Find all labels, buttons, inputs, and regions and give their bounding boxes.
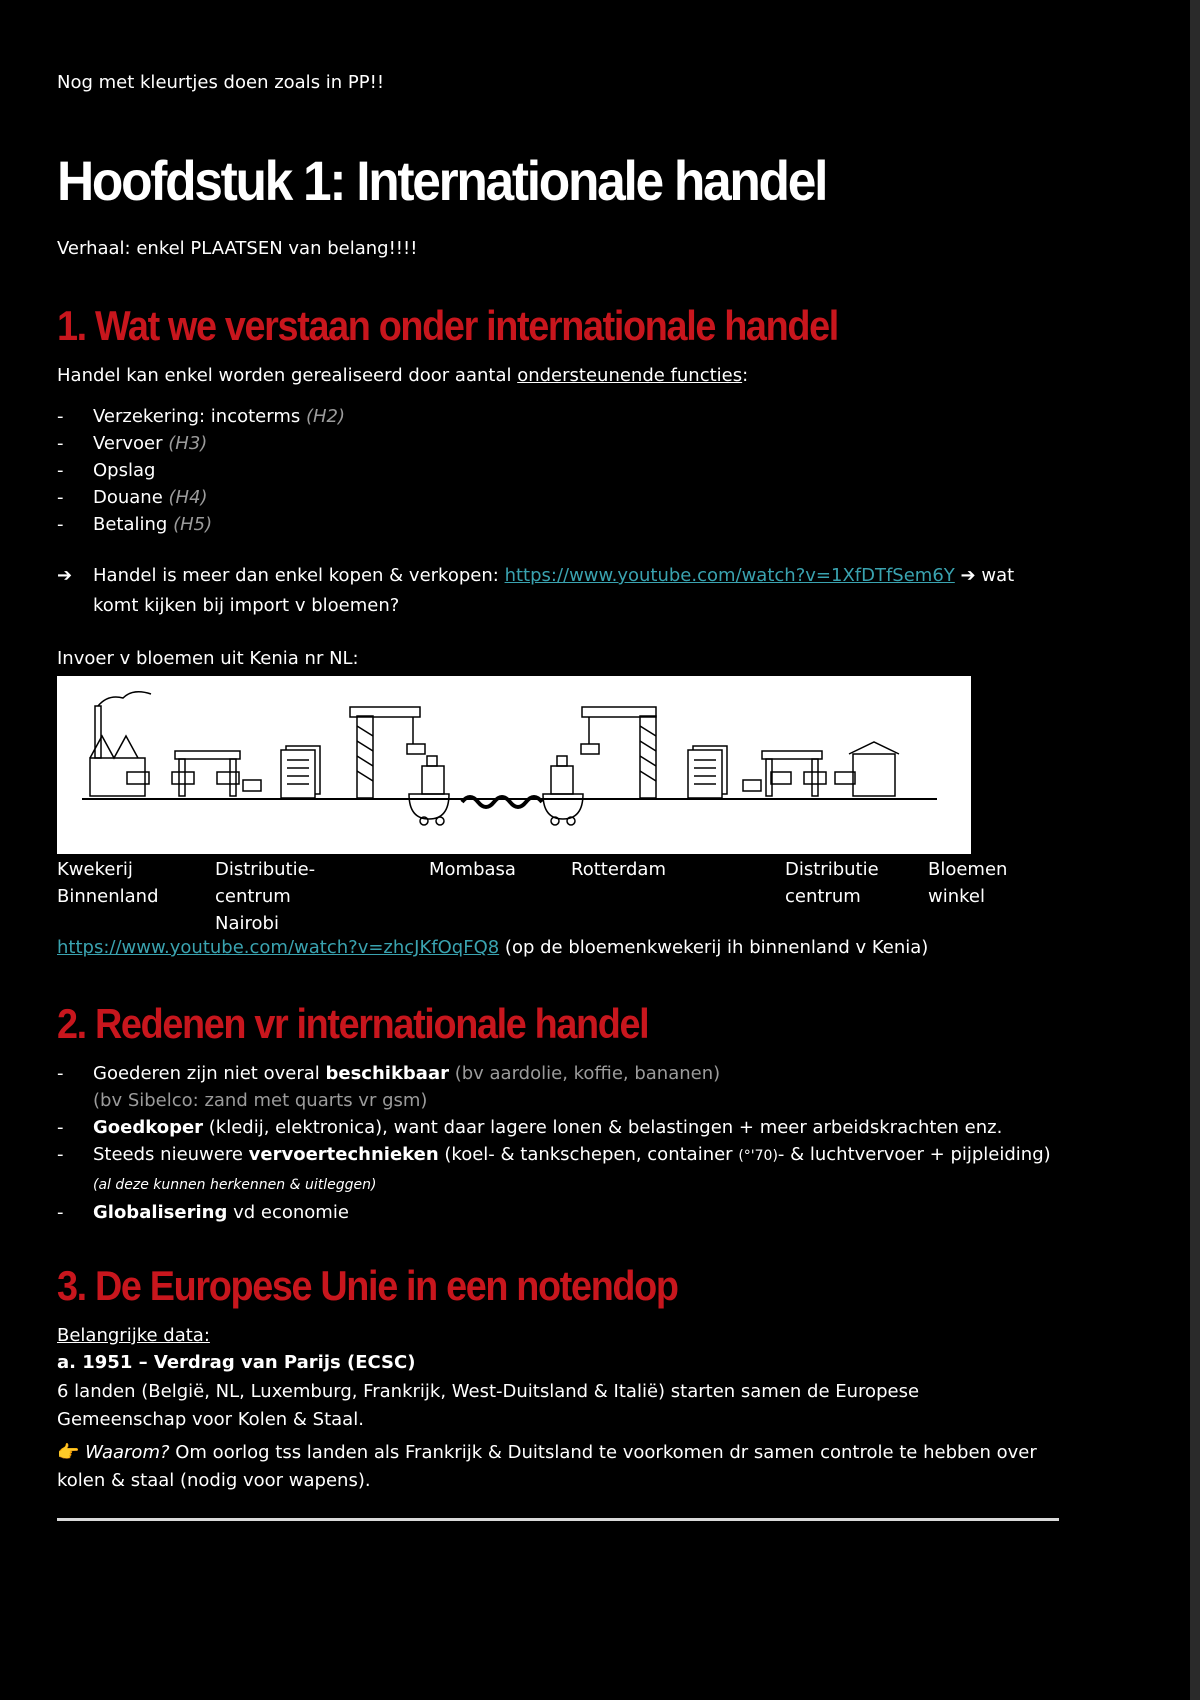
treaty-text: 6 landen (België, NL, Luxemburg, Frankrijk, West-Duitsland & Italië) starten samen de Europese Gemeenschap voor Kolen & Staal. [57,1381,920,1430]
youtube-link-2[interactable]: https://www.youtube.com/watch?v=zhcJKfOqFQ8 [57,937,500,958]
section-1-heading: 1. Wat we verstaan onder internationale handel [57,302,838,349]
page-edge [1190,0,1200,1700]
arrow-note: ➔ Handel is meer dan enkel kopen & verkopen: https://www.youtube.com/watch?v=1XfDTfSem6Y ➔ wat komt kijken bij import v bloemen? [57,561,1037,621]
location-mombasa: Mombasa [429,859,516,880]
list-item: - Verzekering: incoterms (H2) [57,406,346,427]
pointing-hand-icon: 👉 [57,1442,80,1463]
section-1-intro [57,362,1037,390]
list-item: - Goedkoper (kledij, elektronica), want daar lagere lonen & belastingen + meer arbeidskrachten enz. [57,1117,1003,1138]
location-kwekerij: Kwekerij Binnenland [57,859,159,907]
list-item: - Steeds nieuwere vervoertechnieken (koel- & tankschepen, container (°'70)- & luchtvervoer + pijpleiding) (al deze kunnen herkennen & uitleggen) [57,1144,1051,1193]
why-note: 👉 Waarom? Om oorlog tss landen als Frankrijk & Duitsland te voorkomen dr samen controle te hebben over kolen & staal (nodig voor wapens). [57,1442,1037,1491]
youtube-link-1[interactable]: https://www.youtube.com/watch?v=1XfDTfSem6Y [504,565,955,586]
note-text: Nog met kleurtjes doen zoals in PP!! [57,72,385,93]
location-distributie-nairobi: Distributie- centrum Nairobi [215,859,316,934]
video-note: https://www.youtube.com/watch?v=zhcJKfOqFQ8 (op de bloemenkwekerij ih binnenland v Kenia) [57,937,929,958]
divider [57,1518,1059,1521]
diagram-caption: Invoer v bloemen uit Kenia nr NL: [57,648,359,669]
location-distributie-centrum: Distributie centrum [785,859,879,907]
logistics-chain-illustration [57,676,971,854]
list-item: - Globalisering vd economie [57,1202,349,1223]
list-item: - Vervoer (H3) [57,433,208,454]
story-note: Verhaal: enkel PLAATSEN van belang!!!! [57,238,418,259]
section-3-heading: 3. De Europese Unie in een notendop [57,1262,678,1309]
location-bloemenwinkel: Bloemen winkel [928,859,1008,907]
section-2-heading: 2. Redenen vr internationale handel [57,1000,649,1047]
intro-colon: : [742,365,749,386]
list-item: - Douane (H4) [57,487,208,508]
list-item: - Opslag [57,460,156,481]
reasons-list [57,1060,1057,1226]
list-item: - Betaling (H5) [57,514,213,535]
location-rotterdam: Rotterdam [571,859,666,880]
page-title: Hoofdstuk 1: Internationale handel [57,149,827,212]
arrow-right-icon: ➔ [960,565,976,586]
arrow-right-icon: ➔ [57,565,73,586]
intro-underlined: ondersteunende functies [517,365,743,386]
flower-import-diagram [57,676,971,854]
list-item: - Goederen zijn niet overal beschikbaar (bv aardolie, koffie, bananen) (bv Sibelco: zand met quarts vr gsm) [57,1063,721,1111]
dates-label: Belangrijke data: [57,1325,210,1346]
treaty-title: a. 1951 – Verdrag van Parijs (ECSC) [57,1352,416,1373]
functions-list [57,403,1057,538]
intro-text: Handel kan enkel worden gerealiseerd door aantal [57,365,518,386]
